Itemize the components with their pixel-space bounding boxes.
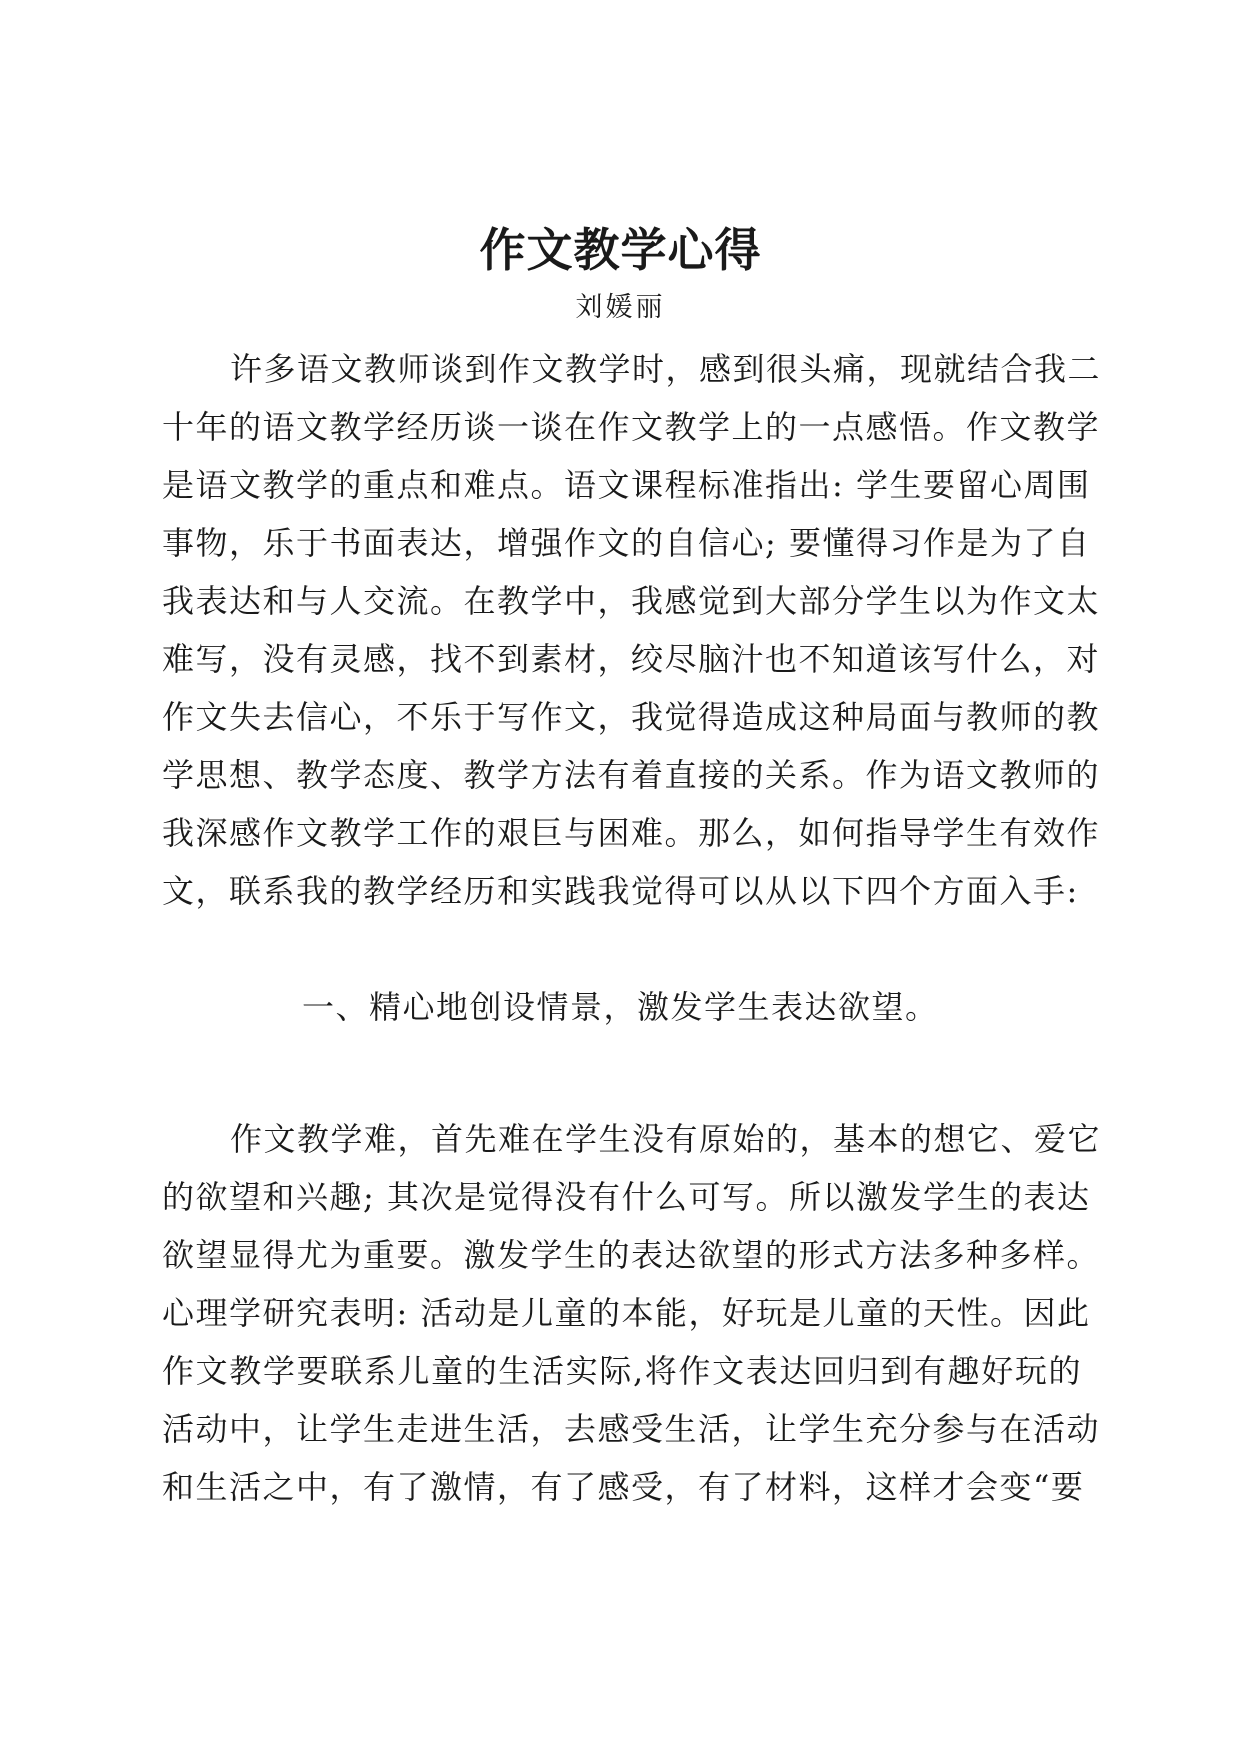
document-title: 作文教学心得 — [479, 223, 762, 277]
paragraph-line: 作文教学难，首先难在学生没有原始的，基本的想它、爱它 — [230, 1120, 1102, 1158]
paragraph-section1 — [162, 1110, 1102, 1516]
paragraph-intro — [162, 340, 1102, 920]
paragraph-line: 的欲望和兴趣; 其次是觉得没有什么可写。所以激发学生的表达 — [162, 1178, 1091, 1216]
paragraph-line: 难写，没有灵感，找不到素材，绞尽脑汁也不知道该写什么，对 — [162, 640, 1101, 678]
paragraph-line: 十年的语文教学经历谈一谈在作文教学上的一点感悟。作文教学 — [162, 408, 1101, 446]
paragraph-line: 欲望显得尤为重要。激发学生的表达欲望的形式方法多种多样。 — [162, 1236, 1101, 1274]
author-name: 刘媛丽 — [575, 292, 666, 323]
paragraph-line: 是语文教学的重点和难点。语文课程标准指出: 学生要留心周围 — [162, 466, 1091, 504]
paragraph-line: 学思想、教学态度、教学方法有着直接的关系。作为语文教师的 — [162, 756, 1101, 794]
paragraph-line: 文，联系我的教学经历和实践我觉得可以从以下四个方面入手: — [162, 872, 1079, 910]
paragraph-line: 心理学研究表明: 活动是儿童的本能，好玩是儿童的天性。因此 — [162, 1294, 1091, 1332]
paragraph-line: 和生活之中，有了激情，有了感受，有了材料，这样才会变“要 — [162, 1468, 1085, 1506]
paragraph-line: 我深感作文教学工作的艰巨与困难。那么，如何指导学生有效作 — [162, 814, 1101, 852]
paragraph-line: 事物，乐于书面表达，增强作文的自信心; 要懂得习作是为了自 — [162, 524, 1091, 562]
paragraph-line: 作文失去信心，不乐于写作文，我觉得造成这种局面与教师的教 — [162, 698, 1101, 736]
paragraph-line: 活动中，让学生走进生活，去感受生活，让学生充分参与在活动 — [162, 1410, 1101, 1448]
paragraph-line: 我表达和与人交流。在教学中，我感觉到大部分学生以为作文太 — [162, 582, 1101, 620]
paragraph-line: 作文教学要联系儿童的生活实际,将作文表达回归到有趣好玩的 — [162, 1352, 1082, 1390]
paragraph-line: 许多语文教师谈到作文教学时，感到很头痛，现就结合我二 — [230, 350, 1102, 388]
section-heading-1: 一、精心地创设情景，激发学生表达欲望。 — [302, 988, 939, 1026]
